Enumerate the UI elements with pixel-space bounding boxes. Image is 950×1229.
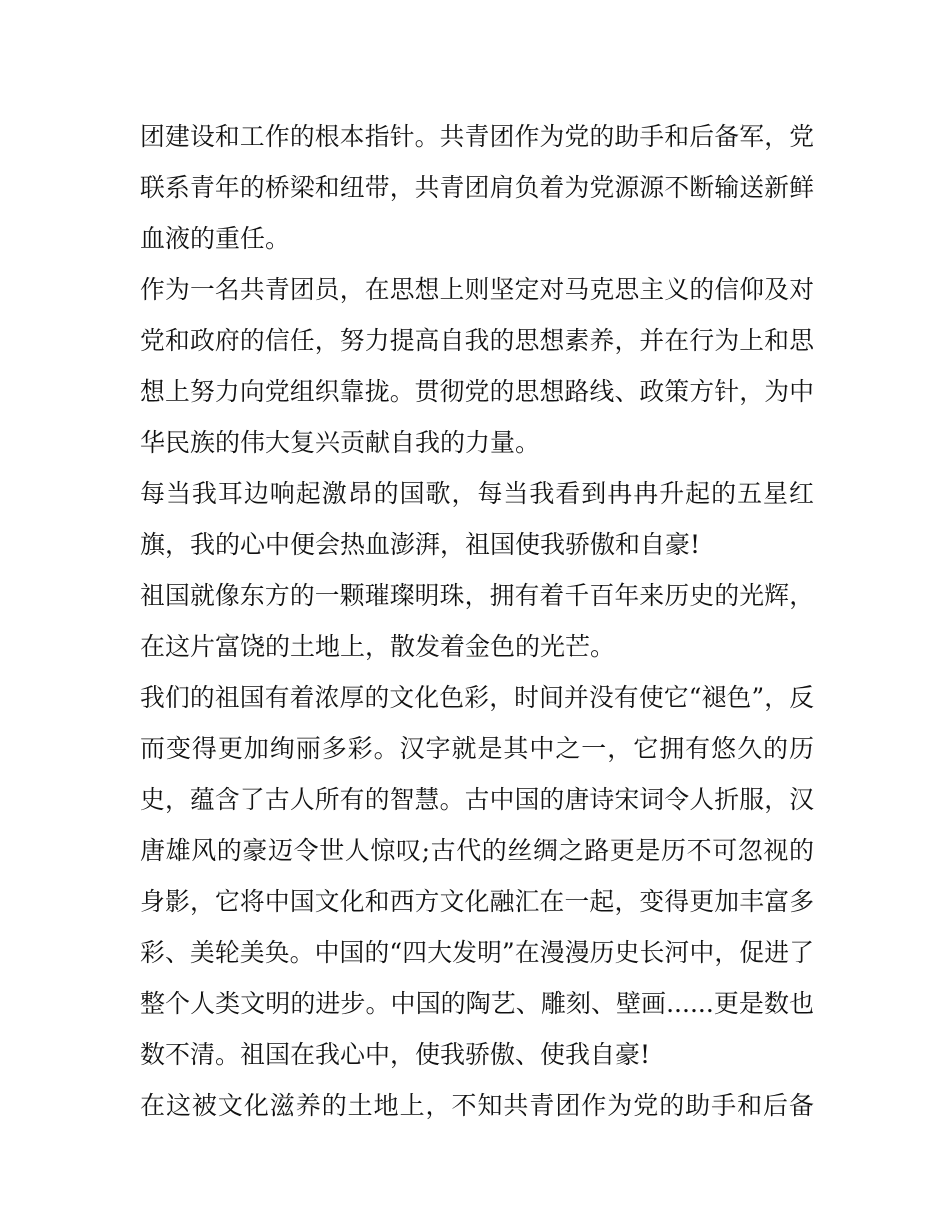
document-body: [140, 111, 814, 1131]
text-line: 身影，它将中国文化和西方文化融汇在一起，变得更加丰富多: [140, 887, 814, 916]
text-line: 我们的祖国有着浓厚的文化色彩，时间并没有使它“褪色”，反: [140, 683, 814, 712]
text-line: 整个人类文明的进步。中国的陶艺、雕刻、壁画......更是数也: [140, 989, 814, 1018]
text-line: 彩、美轮美奂。中国的“四大发明”在漫漫历史长河中，促进了: [140, 938, 814, 967]
text-line: 旗，我的心中便会热血澎湃，祖国使我骄傲和自豪!: [140, 530, 701, 559]
text-line: 党和政府的信任，努力提高自我的思想素养，并在行为上和思: [140, 326, 814, 355]
text-line: 作为一名共青团员，在思想上则坚定对马克思主义的信仰及对: [140, 275, 814, 304]
text-line: 唐雄风的豪迈令世人惊叹;古代的丝绸之路更是历不可忽视的: [140, 836, 814, 865]
text-line: 联系青年的桥梁和纽带，共青团肩负着为党源源不断输送新鲜: [140, 173, 814, 202]
text-line: 华民族的伟大复兴贡献自我的力量。: [140, 428, 541, 457]
text-line: 数不清。祖国在我心中，使我骄傲、使我自豪!: [140, 1040, 651, 1069]
text-line: 而变得更加绚丽多彩。汉字就是其中之一，它拥有悠久的历: [140, 734, 814, 763]
text-line: 史，蕴含了古人所有的智慧。古中国的唐诗宋词令人折服，汉: [140, 785, 814, 814]
text-line: 在这片富饶的土地上，散发着金色的光芒。: [140, 632, 616, 661]
text-line: 团建设和工作的根本指针。共青团作为党的助手和后备军，党: [140, 122, 814, 151]
text-line: 每当我耳边响起激昂的国歌，每当我看到冉冉升起的五星红: [140, 479, 814, 508]
text-line: 血液的重任。: [140, 224, 291, 253]
text-line: 在这被文化滋养的土地上，不知共青团作为党的助手和后备: [140, 1091, 814, 1120]
text-line: 祖国就像东方的一颗璀璨明珠，拥有着千百年来历史的光辉，: [140, 581, 814, 610]
text-line: 想上努力向党组织靠拢。贯彻党的思想路线、政策方针，为中: [140, 377, 814, 406]
